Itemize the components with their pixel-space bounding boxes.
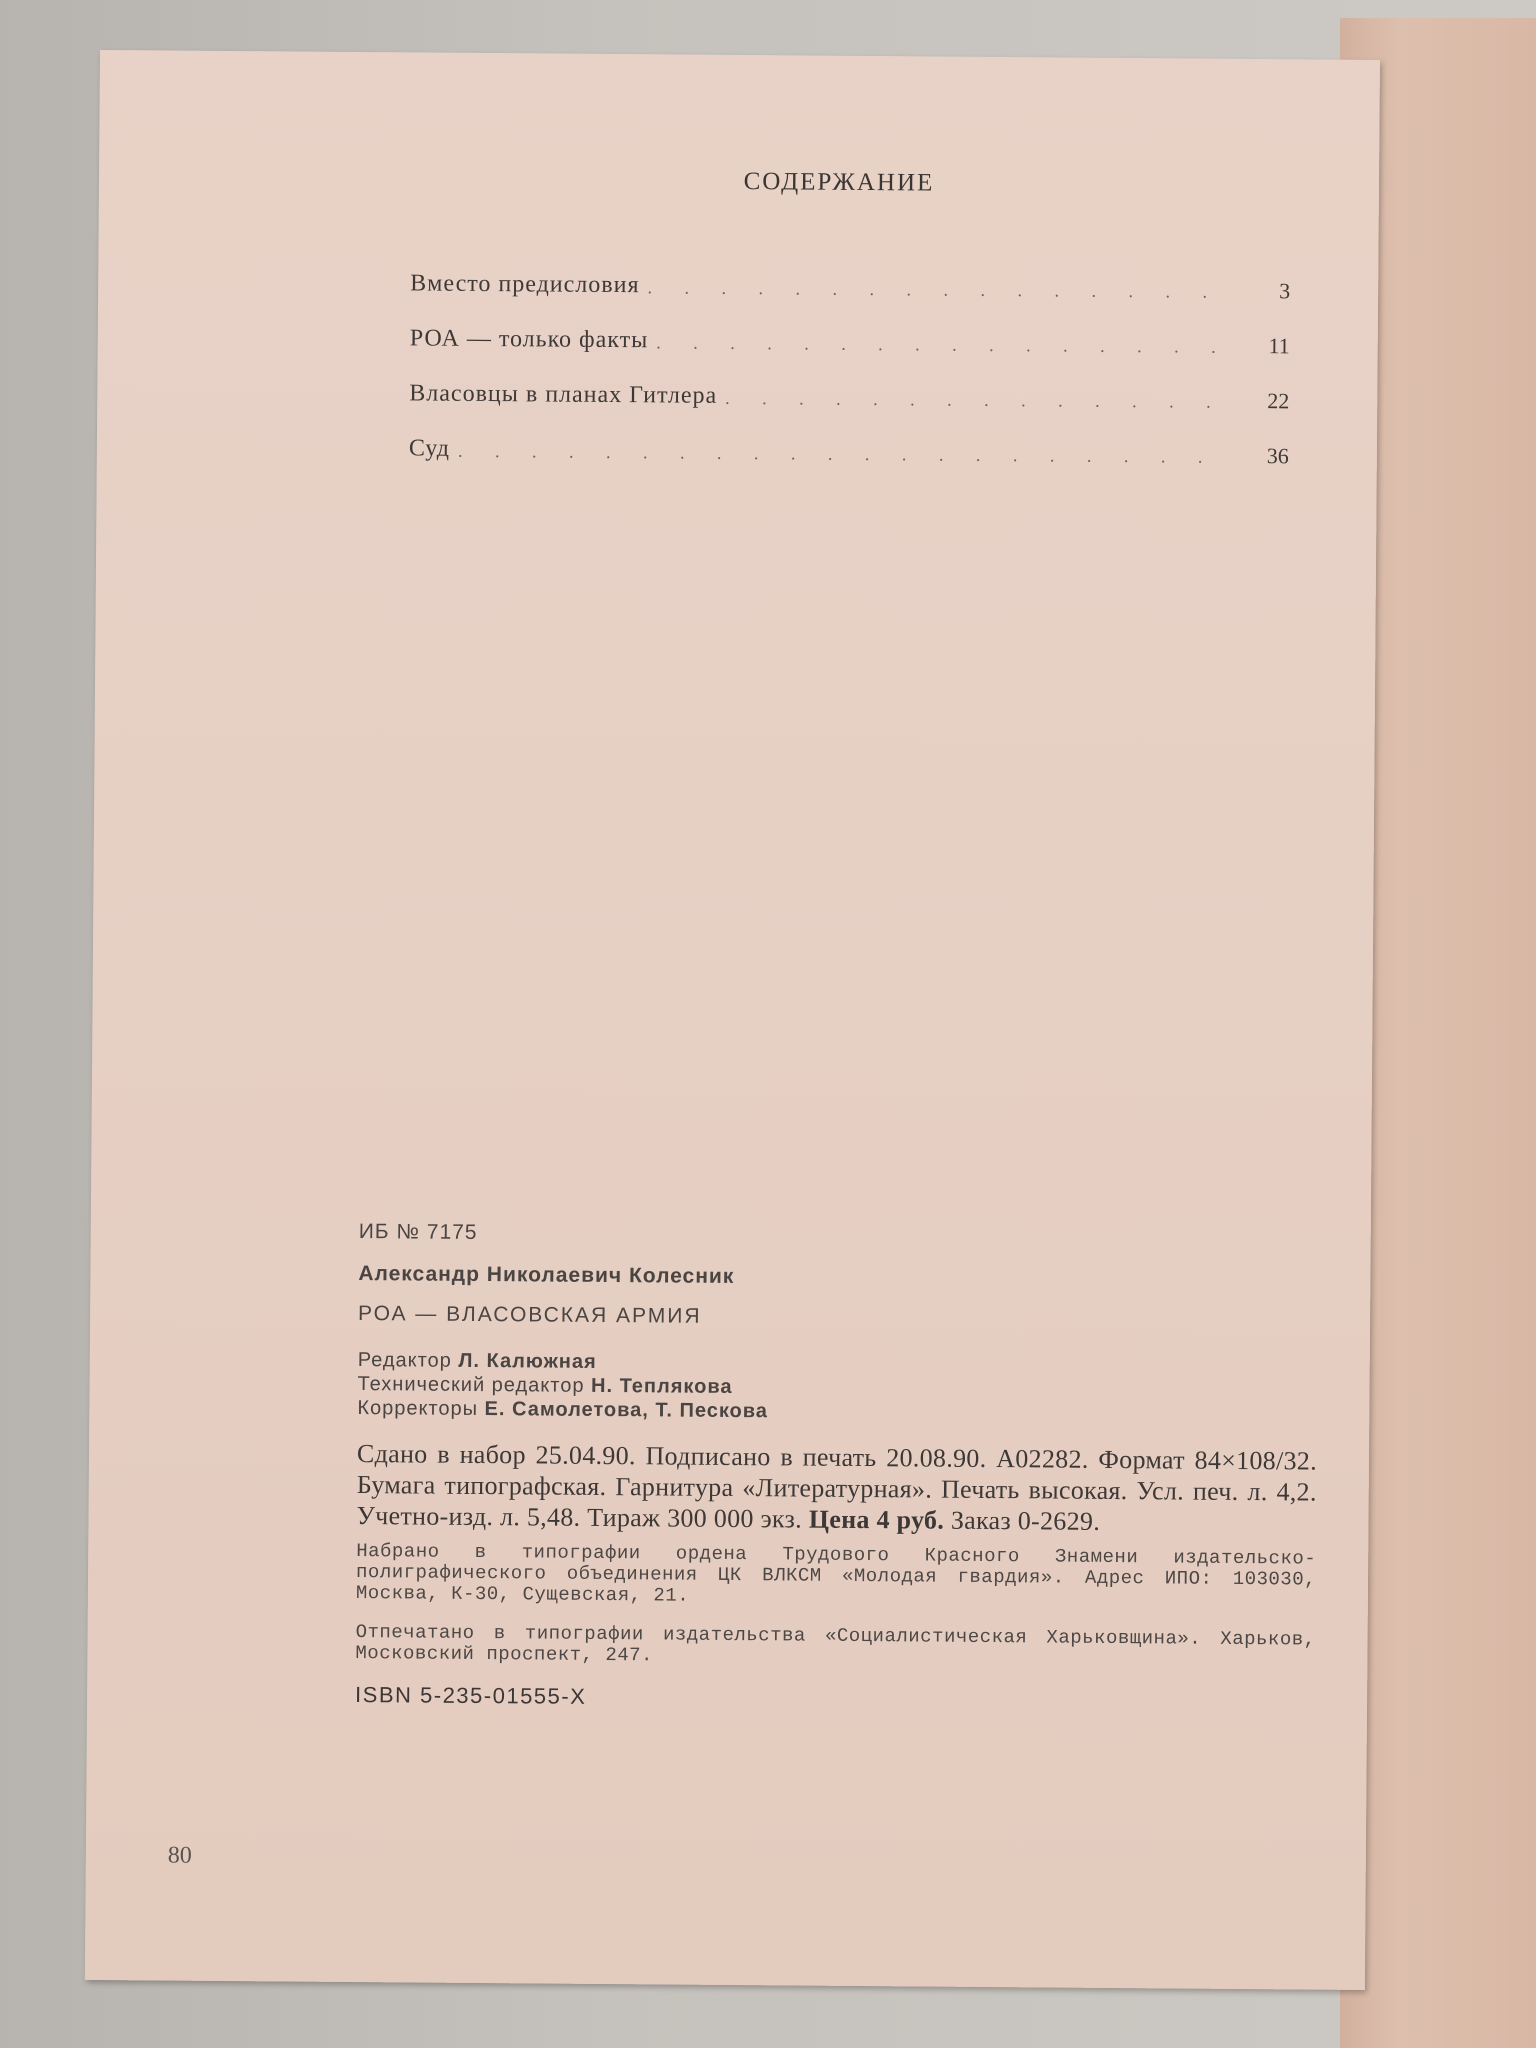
toc-entry — [410, 297, 1290, 359]
toc-leader-dots — [725, 386, 1221, 414]
toc-leader-dots — [656, 330, 1222, 358]
order-number: Заказ 0-2629. — [950, 1505, 1101, 1536]
correctors-label: Корректоры — [357, 1397, 479, 1420]
toc-title: СОДЕРЖАНИЕ — [743, 168, 935, 197]
toc-entry-page: 11 — [1268, 333, 1290, 359]
tech-editor-name: Н. Теплякова — [590, 1374, 733, 1398]
price: Цена 4 руб. — [808, 1504, 945, 1535]
toc-entry-label: РОА — только факты — [409, 325, 649, 354]
imprint-block — [355, 1220, 1319, 1716]
print-specs — [356, 1438, 1317, 1539]
toc-entry-label: Суд — [408, 435, 451, 462]
correctors-names: Е. Самолетова, Т. Пескова — [484, 1398, 769, 1423]
author-name: Александр Николаевич Колесник — [358, 1262, 735, 1288]
page-number: 80 — [167, 1842, 192, 1869]
typeset-info: Набрано в типографии ордена Трудового Красного Знамени издательско-полиграфического объединения ЦК ВЛКСМ «Молодая гвардия». Адрес ИПО: 103030, Москва, К-30, Сущевская, 21. — [355, 1540, 1317, 1607]
toc-entry-page: 22 — [1267, 388, 1290, 414]
toc-entry-label: Вместо предисловия — [410, 270, 640, 299]
isbn: ISBN 5-235-01555-X — [355, 1682, 587, 1709]
editorial-staff — [357, 1348, 1318, 1428]
toc-entry-page: 3 — [1279, 278, 1291, 304]
toc-leader-dots — [647, 275, 1222, 304]
toc-entry — [409, 352, 1289, 414]
toc-entry — [410, 242, 1290, 304]
book-page — [85, 50, 1380, 1990]
ib-number: ИБ № 7175 — [358, 1220, 478, 1244]
editor-name: Л. Калюжная — [458, 1349, 597, 1373]
tech-editor-label: Технический редактор — [357, 1373, 585, 1397]
specs-text: Сдано в набор 25.04.90. Подписано в печать 20.08.90. А02282. Формат 84×108/32. Бумага типографская. Гарнитура «Литературная». Печать высокая. Усл. печ. л. 4,2. Учетно-изд. л. 5,48. Тираж 300 000 экз. — [356, 1439, 1318, 1534]
toc-leader-dots — [458, 439, 1221, 469]
editor-label: Редактор — [357, 1349, 452, 1372]
toc-entry-label: Власовцы в планах Гитлера — [409, 380, 718, 409]
book-title: РОА — ВЛАСОВСКАЯ АРМИЯ — [358, 1302, 702, 1328]
table-of-contents — [409, 242, 1291, 469]
toc-entry-page: 36 — [1266, 443, 1289, 469]
printed-info: Отпечатано в типографии издательства «Социалистическая Харьковщина». Харьков, Московский проспект, 247. — [355, 1621, 1316, 1667]
toc-entry — [409, 407, 1289, 469]
